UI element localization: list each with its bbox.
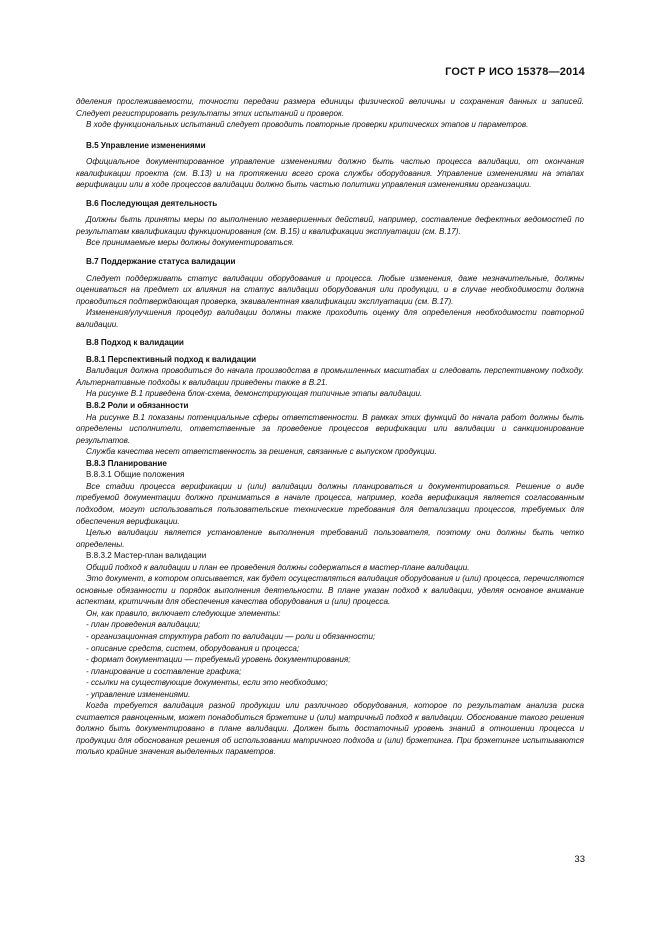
section-heading: В.7 Поддержание статуса валидации (86, 257, 236, 267)
paragraph: Целью валидации является установление выполнения требований пользователя, поэтому они должны быть четко определены. (76, 528, 584, 549)
page-body (76, 96, 584, 758)
paragraph: Изменения/улучшения процедур валидации должны также проходить оценку для определения необходимости повторной валидации. (76, 308, 584, 329)
paragraph: Официальное документированное управление изменениями должно быть частью процесса валидации, от окончания квалификации проекта (см. В.13) и на протяжении всего срока службы оборудования. Управление изменениями на этапах верификации или в ходе процессов валидации должно быть частью политики управления изменениями организации. (76, 157, 584, 190)
paragraph: Следует поддерживать статус валидации оборудования и процесса. Любые изменения, даже незначительные, должны оцениваться на предмет их влияния на статус валидации оборудования или продукции, и в случае необходимости должна проводиться подтверждающая проверка, эквивалентная квалификации эксплуатации (см. В.17). (76, 273, 584, 306)
subsection-heading: В.8.3 Планирование (86, 458, 167, 468)
page-number: 33 (574, 854, 585, 865)
list-item: - описание средств, систем, оборудования и процесса; (86, 643, 300, 653)
paragraph: В ходе функциональных испытаний следует проводить повторные проверки критических этапов и параметров. (86, 120, 529, 130)
section-heading: В.6 Последующая деятельность (86, 198, 218, 208)
section-heading: В.8 Подход к валидации (86, 338, 184, 348)
clause-heading: В.8.3.1 Общие положения (86, 470, 185, 480)
subsection-heading: В.8.1 Перспективный подход к валидации (86, 354, 257, 364)
paragraph: Он, как правило, включает следующие элементы: (86, 608, 281, 618)
paragraph: Валидация должна проводиться до начала производства в промышленных масштабах и следовать перспективному подходу. Альтернативные подходы к валидации приведены также в В.21. (76, 366, 584, 387)
paragraph: На рисунке В.1 приведена блок-схема, демонстрирующая типичные этапы валидации. (86, 389, 423, 399)
paragraph: Служба качества несет ответственность за решения, связанные с выпуском продукции. (86, 447, 437, 457)
list-item: - планирование и составление графика; (86, 666, 242, 676)
paragraph: Это документ, в котором описывается, как будет осуществляться валидация оборудования и (или) процесса, перечисляются основные обязанности и порядок выполнения деятельности. В плане указан подход к валидации, уделяя основное внимание аспектам, критичным для обеспечения качества оборудования и (или) процесса. (76, 574, 584, 607)
subsection-heading: В.8.2 Роли и обязанности (86, 401, 189, 411)
paragraph: Все принимаемые меры должны документироваться. (86, 238, 295, 248)
paragraph: Общий подход к валидации и план ее проведения должны содержаться в мастер-плане валидации. (86, 562, 470, 572)
list-item: - управление изменениями. (86, 689, 191, 699)
paragraph: дделения прослеживаемости, точности передачи размера единицы физической величины и сохранения данных и записей. Следует регистрировать результаты этих испытаний и проверок. (76, 97, 584, 118)
list-item: - ссылки на существующие документы, если это необходимо; (86, 678, 328, 688)
section-heading: В.5 Управление изменениями (86, 140, 206, 150)
paragraph: Когда требуется валидация разной продукции или различного оборудования, которое по результатам анализа риска считается равноценным, может понадобиться брэкетинг и (или) матричный подход к валидации. Обоснование такого решения должно быть документировано в плане валидации. Должен быть достаточный уровень знаний в отношении процесса и продукции для обоснования решения об использовании матричного подхода и (или) брэкетинга. При брэкетинге испытываются только крайние значения выделенных параметров. (76, 701, 584, 757)
paragraph: Все стадии процесса верификации и (или) валидации должны планироваться и документироваться. Решение о виде требуемой документации должно приниматься в начале процесса, например, когда верификация является согласованным подходом, могут использоваться пользовательские технические требования для детализации процессов, требуемых для обеспечения верификации. (76, 481, 584, 526)
list-item: - формат документации — требуемый уровень документирования; (86, 655, 351, 665)
paragraph: На рисунке В.1 показаны потенциальные сферы ответственности. В рамках этих функций до начала работ должны быть определены исполнители, ответственные за проведение процессов верификации или валидации и санкционирование результатов. (76, 412, 584, 445)
list-item: - план проведения валидации; (86, 620, 201, 630)
list-item: - организационная структура работ по валидации — роли и обязанности; (86, 631, 376, 641)
clause-heading: В.8.3.2 Мастер-план валидации (86, 551, 207, 561)
document-header: ГОСТ Р ИСО 15378—2014 (445, 66, 585, 78)
paragraph: Должны быть приняты меры по выполнению незавершенных действий, например, составление дефектных ведомостей по результатам квалификации функционирования (см. В.15) и квалификации эксплуатации (см. В.17). (76, 215, 584, 236)
